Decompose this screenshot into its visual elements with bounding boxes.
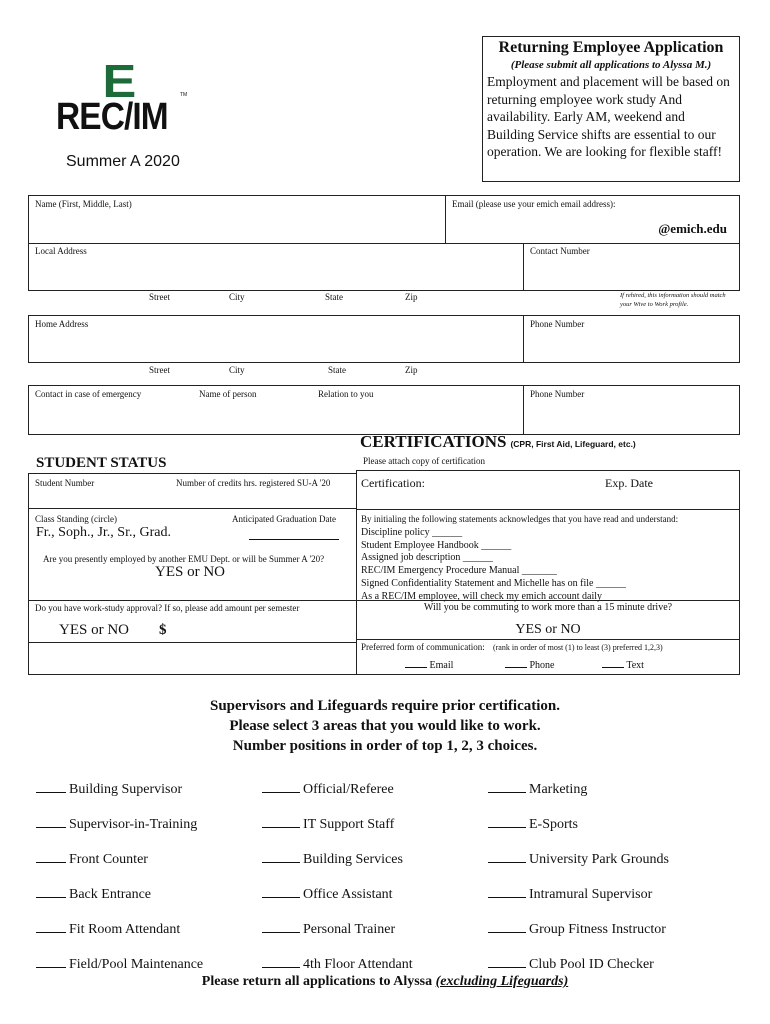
contact-number-field[interactable] <box>523 243 740 291</box>
class-standing-label: Class Standing (circle) <box>35 514 117 524</box>
position-option[interactable] <box>262 782 394 798</box>
application-subtitle: (Please submit all applications to Alyssa M.) <box>510 59 712 71</box>
certification-field[interactable] <box>356 470 740 510</box>
local-city-label: City <box>229 292 245 302</box>
position-option[interactable] <box>36 817 197 833</box>
position-option[interactable] <box>488 922 666 938</box>
footer-emphasis: (excluding Lifeguards) <box>435 974 569 989</box>
pref-email-option[interactable] <box>405 660 453 671</box>
position-option[interactable] <box>262 922 395 938</box>
position-label: Fit Room Attendant <box>69 922 181 937</box>
footer-text: Please return all applications to Alyssa <box>201 974 436 989</box>
ack-item[interactable]: REC/IM Emergency Procedure Manual _______ <box>361 565 557 577</box>
emergency-relation-label: Relation to you <box>318 389 374 399</box>
certification-label: Certification: <box>361 476 425 490</box>
position-label: Personal Trainer <box>303 922 396 937</box>
preference-row <box>361 642 663 652</box>
application-title: Returning Employee Application <box>498 39 724 56</box>
position-label: Group Fitness Instructor <box>529 922 666 937</box>
ack-item[interactable]: Assigned job description ______ <box>361 552 493 564</box>
local-zip-label: Zip <box>405 292 418 302</box>
position-option[interactable] <box>36 887 151 903</box>
home-address-field[interactable] <box>28 315 524 363</box>
pref-text-label: Text <box>626 660 644 671</box>
emergency-contact-field[interactable] <box>28 385 524 435</box>
commute-yes-no[interactable]: YES or NO <box>515 622 581 637</box>
grad-date-line[interactable] <box>249 539 339 540</box>
position-label: 4th Floor Attendant <box>303 957 413 972</box>
pref-phone-label: Phone <box>529 660 555 671</box>
home-zip-label: Zip <box>405 365 418 375</box>
student-number-label: Student Number <box>35 478 95 488</box>
preference-rank-note: (rank in order of most (1) to least (3) preferred 1,2,3) <box>492 643 663 652</box>
phone-number-label: Phone Number <box>530 319 585 329</box>
home-address-label: Home Address <box>35 319 89 329</box>
position-option[interactable] <box>36 957 203 973</box>
pref-text-option[interactable] <box>602 660 644 671</box>
instruction-line: Please select 3 areas that you would like to work. <box>229 718 541 734</box>
work-study-dollar: $ <box>159 622 167 638</box>
local-street-label: Street <box>149 292 170 302</box>
position-option[interactable] <box>488 852 669 868</box>
certifications-note: (CPR, First Aid, Lifeguard, etc.) <box>510 439 636 449</box>
local-address-label: Local Address <box>35 246 87 256</box>
rehired-note: If rehired, this information should match your Wive to Work profile. <box>620 292 726 308</box>
acknowledgements-box <box>356 509 740 601</box>
emergency-phone-field[interactable] <box>523 385 740 435</box>
logo-recim: REC/IM <box>56 96 168 138</box>
position-option[interactable] <box>36 852 148 868</box>
logo-trademark: TM <box>180 92 188 98</box>
attach-note: Please attach copy of certification <box>363 456 485 466</box>
position-option[interactable] <box>262 852 403 868</box>
emergency-label: Contact in case of emergency <box>35 389 142 399</box>
position-option[interactable] <box>488 957 654 973</box>
instruction-line: Number positions in order of top 1, 2, 3 choices. <box>232 738 538 754</box>
position-option[interactable] <box>36 922 180 938</box>
position-option[interactable] <box>488 782 587 798</box>
ack-item[interactable]: Signed Confidentiality Statement and Michelle has on file ______ <box>361 577 626 589</box>
work-study-yes-no[interactable]: YES or NO <box>59 622 129 638</box>
name-field[interactable] <box>28 195 446 244</box>
work-study-question: Do you have work-study approval? If so, please add amount per semester <box>35 603 300 613</box>
application-note: Employment and placement will be based on returning employee work study And availability. Early AM, weekend and Building Service shifts are essential to our operation. We are looking for flexible staff! <box>487 74 730 159</box>
credits-label: Number of credits hrs. registered SU-A '20 <box>176 478 331 488</box>
position-option[interactable] <box>488 817 578 833</box>
email-field[interactable] <box>445 195 740 244</box>
class-options[interactable]: Fr., Soph., Jr., Sr., Grad. <box>36 525 171 540</box>
contact-number-label: Contact Number <box>530 246 590 256</box>
ack-item[interactable]: Discipline policy ______ <box>361 527 463 538</box>
ack-item[interactable]: Student Employee Handbook ______ <box>361 539 512 551</box>
position-label: Front Counter <box>69 852 148 867</box>
phone-number-field[interactable] <box>523 315 740 363</box>
employed-yes-no[interactable]: YES or NO <box>155 564 225 580</box>
position-label: Supervisor-in-Training <box>69 817 198 832</box>
employed-question: Are you presently employed by another EMU Dept. or will be Summer A '20? <box>43 554 325 564</box>
position-option[interactable] <box>262 957 413 973</box>
instructions-block <box>0 696 770 756</box>
preference-label: Preferred form of communication: <box>361 642 485 652</box>
home-street-label: Street <box>149 365 170 375</box>
work-study-divider <box>29 642 356 643</box>
certifications-heading-wrap <box>360 432 636 452</box>
emergency-name-label: Name of person <box>199 389 257 399</box>
name-label: Name (First, Middle, Last) <box>35 199 132 209</box>
exp-date-label: Exp. Date <box>605 476 653 490</box>
email-label: Email (please use your emich email address): <box>452 199 616 209</box>
term-label: Summer A 2020 <box>66 153 180 170</box>
position-label: University Park Grounds <box>529 852 669 867</box>
position-label: Office Assistant <box>303 887 393 902</box>
local-state-label: State <box>325 292 343 302</box>
ack-intro: By initialing the following statements acknowledges that you have read and understand: <box>361 514 679 524</box>
position-label: Marketing <box>529 782 588 797</box>
ack-list <box>361 527 630 603</box>
logo-letter-e: E <box>102 55 136 107</box>
position-option[interactable] <box>488 887 652 903</box>
position-label: Building Supervisor <box>69 782 183 797</box>
local-address-field[interactable] <box>28 243 524 291</box>
emergency-phone-label: Phone Number <box>530 389 585 399</box>
position-label: Club Pool ID Checker <box>529 957 654 972</box>
student-status-heading: STUDENT STATUS <box>36 455 167 471</box>
position-option[interactable] <box>36 782 182 798</box>
instruction-line: Supervisors and Lifeguards require prior certification. <box>210 698 560 714</box>
work-study-box <box>28 600 357 675</box>
ack-item[interactable]: As a REC/IM employee, will check my emich account daily _____ <box>361 590 630 602</box>
grad-date-label: Anticipated Graduation Date <box>232 514 336 524</box>
certifications-heading: CERTIFICATIONS <box>360 432 507 451</box>
position-label: Building Services <box>303 852 403 867</box>
position-option[interactable] <box>262 887 393 903</box>
home-city-label: City <box>229 365 245 375</box>
pref-email-label: Email <box>429 660 454 671</box>
footer-note <box>0 974 770 990</box>
position-option[interactable] <box>262 817 394 833</box>
student-number-field[interactable] <box>28 473 357 509</box>
pref-phone-option[interactable] <box>505 660 555 671</box>
class-standing-box <box>28 508 357 601</box>
position-label: IT Support Staff <box>303 817 395 832</box>
application-info-box <box>482 36 740 182</box>
position-label: Intramural Supervisor <box>529 887 653 902</box>
position-label: Official/Referee <box>303 782 394 797</box>
home-state-label: State <box>328 365 346 375</box>
position-label: Back Entrance <box>69 887 152 902</box>
commute-divider <box>357 639 739 640</box>
position-label: Field/Pool Maintenance <box>69 957 204 972</box>
commute-box <box>356 600 740 675</box>
position-label: E-Sports <box>529 817 578 832</box>
commute-question: Will you be commuting to work more than a 15 minute drive? <box>423 602 673 613</box>
email-suffix: @emich.edu <box>658 221 727 236</box>
